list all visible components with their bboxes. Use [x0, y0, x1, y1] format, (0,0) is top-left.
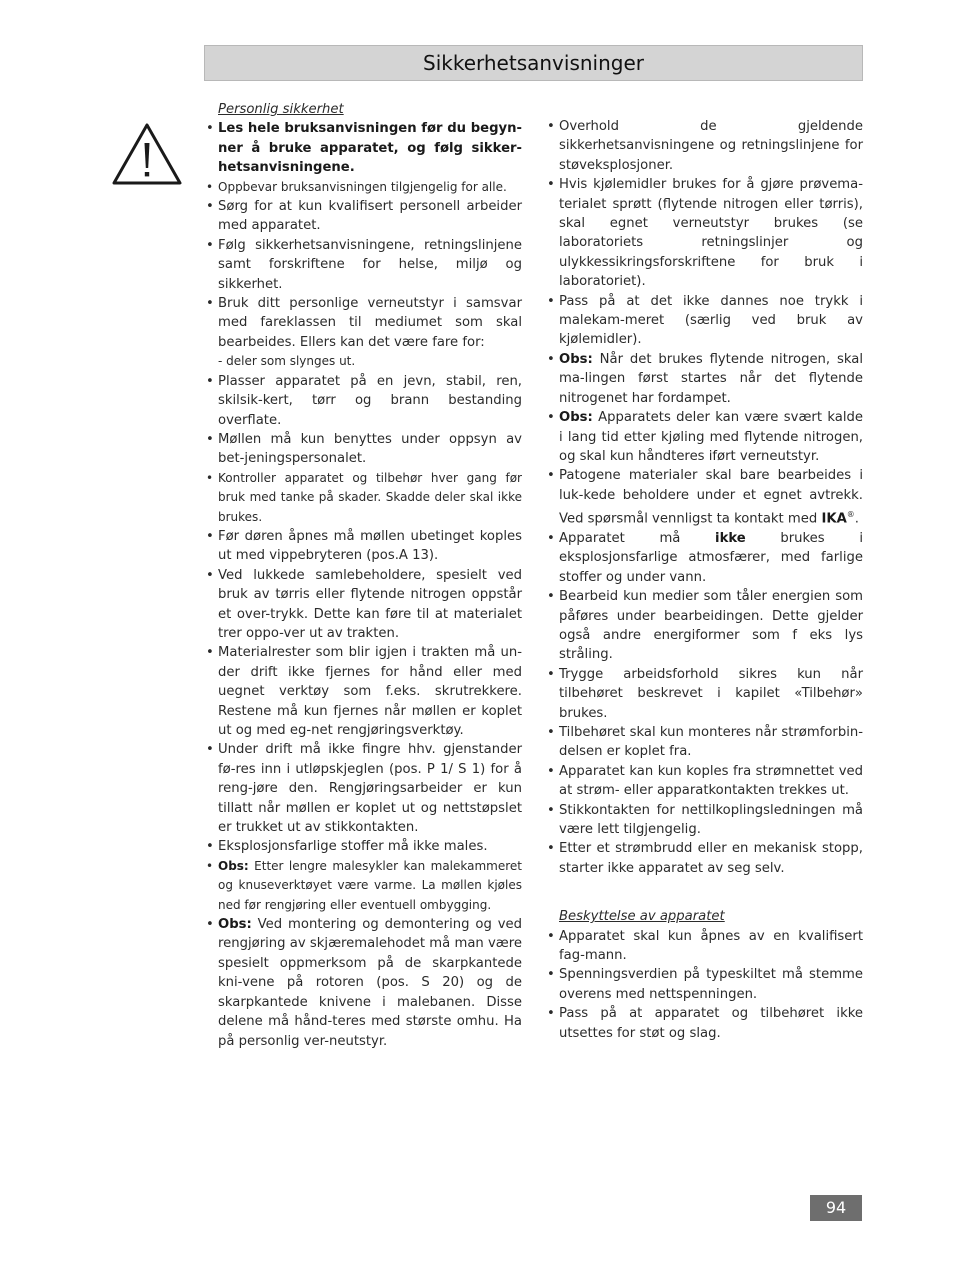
list-item: • Før døren åpnes må møllen ubetinget koples ut med vippebryteren (pos.A 13).: [205, 527, 522, 566]
warning-triangle-icon: [111, 121, 183, 187]
list-item: • Hvis kjølemidler brukes for å gjøre prøvema-terialet sprøtt (flytende nitrogen eller tørris), skal egnet verneutstyr brukes (se laboratoriets retningslinjer og ulykkessikringsforskriftene for bruk i laboratoriet).: [546, 175, 863, 291]
brand-name: IKA: [821, 511, 847, 527]
list-item: • Apparatet kan kun koples fra strømnettet ved at strøm- eller apparatkontakten trekkes ut.: [546, 762, 863, 801]
list-item: • Stikkontakten for nettilkoplingsledningen må være lett tilgjengelig.: [546, 801, 863, 840]
list-item: • Oppbevar bruksanvisningen tilgjengelig for alle.: [205, 178, 522, 197]
list-item: • Trygge arbeidsforhold sikres kun når tilbehøret beskrevet i kapilet «Tilbehør» brukes.: [546, 665, 863, 723]
list-item: • Overhold de gjeldende sikkerhetsanvisningene og retningslinjene for støveksplosjoner.: [546, 117, 863, 175]
personal-safety-list: [205, 119, 522, 1051]
list-item: • Etter et strømbrudd eller en mekanisk stopp, starter ikke apparatet av seg selv.: [546, 839, 863, 878]
list-item: • Obs: Når det brukes flytende nitrogen, skal ma-lingen først startes når det flytende nitrogenet har fordampet.: [546, 350, 863, 408]
list-item: • Materialrester som blir igjen i trakten må un-der drift ikke fjernes for hånd eller med uegnet verktøy som f.eks. skrutrekkere. Restene må kun fjernes når møllen er koplet ut og med eg-net rengjøringsverktøy.: [205, 643, 522, 740]
list-item: • Les hele bruksanvisningen før du begyn-ner å bruke apparatet, og følg sikker-hetsanvisningene.: [205, 119, 522, 177]
section-title-device-protection: Beskyttelse av apparatet: [559, 909, 725, 925]
page-title: Sikkerhetsanvisninger: [204, 45, 863, 81]
list-item: • Obs: Ved montering og demontering og ved rengjøring av skjæremalehodet må man være spesielt oppmerksom på de skarpkantede kni-vene på rotoren (pos. S 20) og de skarpkantede knivene i malebanen. Disse delene må hånd-teres med største omhu. Ha på personlig ver-neutstyr.: [205, 915, 522, 1051]
safety-list-continued: [546, 117, 863, 878]
list-item: • Ved lukkede samlebeholdere, spesielt ved bruk av tørris eller flytende nitrogen oppstår et over-trykk. Dette kan føre til at materialet trer oppo-ver ut av trakten.: [205, 566, 522, 644]
list-item-note: - deler som slynges ut.: [218, 354, 356, 369]
list-item: • Bruk ditt personlige verneutstyr i samsvar med fareklassen til mediumet som skal bearbeides. Ellers kan det være fare for:: [205, 294, 522, 352]
device-protection-list: [546, 927, 863, 1043]
list-item: • Pass på at det ikke dannes noe trykk i malekam-meret (særlig ved bruk av kjølemidler).: [546, 292, 863, 350]
list-item: • Apparatet skal kun åpnes av en kvalifisert fag-mann.: [546, 927, 863, 966]
list-item: • Kontroller apparatet og tilbehør hver gang før bruk med tanke på skader. Skadde deler skal ikke brukes.: [205, 469, 522, 527]
list-item: • Følg sikkerhetsanvisningene, retningslinjene samt forskriftene for helse, miljø og sikkerhet.: [205, 236, 522, 294]
list-item: • Spenningsverdien på typeskiltet må stemme overens med nettspenningen.: [546, 965, 863, 1004]
right-column: [546, 117, 863, 1043]
list-item: • Obs: Apparatets deler kan være svært kalde i lang tid etter kjøling med flytende nitrogen, og skal kun håndteres iført verneutstyr.: [546, 408, 863, 466]
section-title-personal-safety: Personlig sikkerhet: [218, 102, 344, 117]
list-item: • Eksplosjonsfarlige stoffer må ikke males.: [205, 837, 522, 856]
list-item: • Bearbeid kun medier som tåler energien som påføres under bearbeidingen. Dette gjelder også andre energiformer som f eks lys stråling.: [546, 587, 863, 665]
list-item: • Sørg for at kun kvalifisert personell arbeider med apparatet.: [205, 197, 522, 236]
list-item: • Patogene materialer skal bare bearbeides i luk-kede beholdere under et egnet avtrekk. Ved spørsmål vennligst ta kontakt med IKA®.: [546, 466, 863, 529]
list-item: • Apparatet må ikke brukes i eksplosjonsfarlige atmosfærer, med farlige stoffer og under vann.: [546, 529, 863, 587]
left-column: [205, 100, 522, 1051]
list-item: • Obs: Etter lengre malesykler kan malekammeret og knuseverktøyet være varme. La møllen kjøles ned før rengjøring eller eventuell ombygging.: [205, 857, 522, 915]
list-item: • Under drift må ikke fingre hhv. gjenstander fø-res inn i utløpskjeglen (pos. P 1/ S 1) for å reng-jøre den. Rengjøringsarbeider er kun tillatt når møllen er koplet ut og nettstøpslet er trukket ut av stikkontakten.: [205, 740, 522, 837]
list-item: • Møllen må kun benyttes under oppsyn av bet-jeningspersonalet.: [205, 430, 522, 469]
list-item: • Pass på at apparatet og tilbehøret ikke utsettes for støt og slag.: [546, 1004, 863, 1043]
list-item: • Tilbehøret skal kun monteres når strømforbin-delsen er koplet fra.: [546, 723, 863, 762]
spacer: [546, 878, 863, 907]
list-item: • Plasser apparatet på en jevn, stabil, ren, skilsik-kert, tørr og brann bestanding overflate.: [205, 372, 522, 430]
page-number: 94: [810, 1195, 862, 1221]
